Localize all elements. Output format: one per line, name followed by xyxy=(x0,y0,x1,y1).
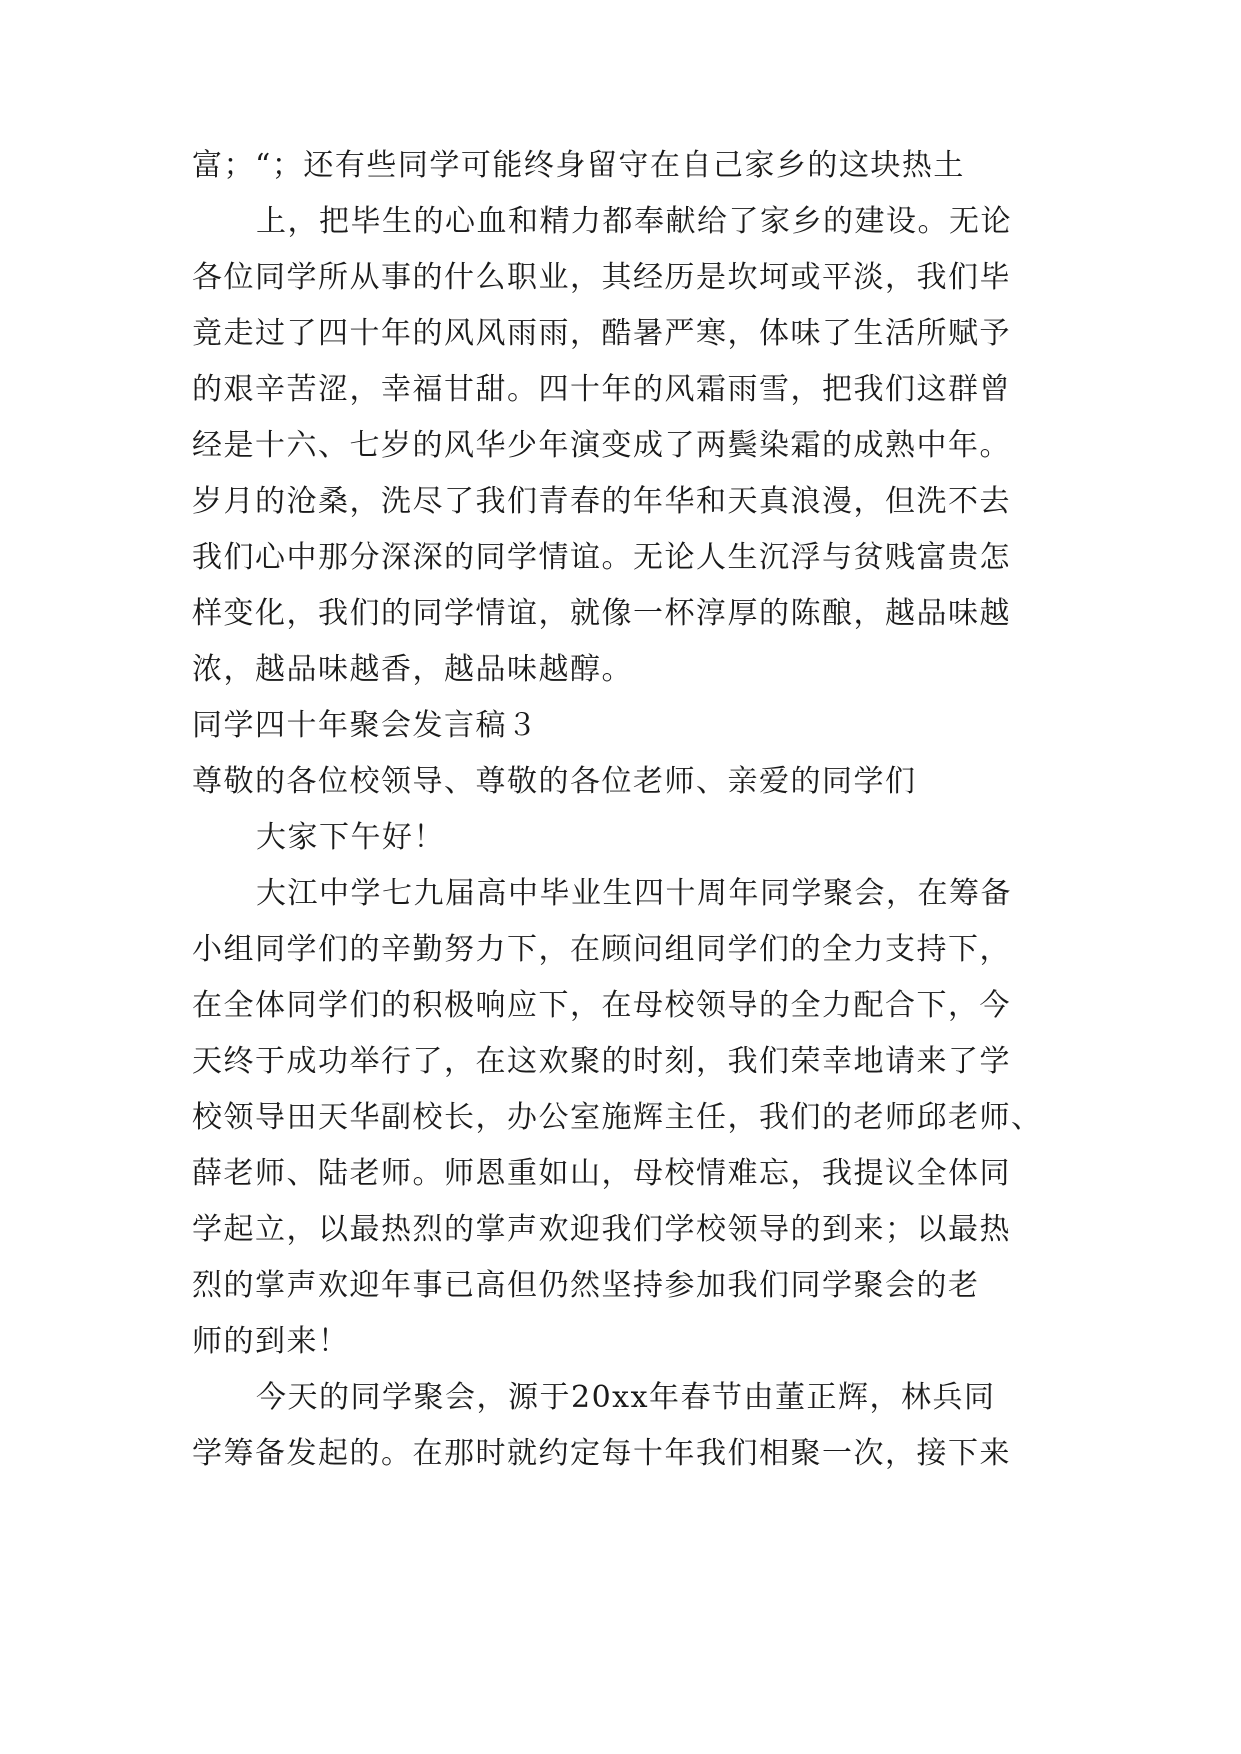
text-line: 天终于成功举行了，在这欢聚的时刻，我们荣幸地请来了学 xyxy=(192,1044,1011,1079)
text-line: 大江中学七九届高中毕业生四十周年同学聚会，在筹备 xyxy=(256,876,1012,911)
text-line: 浓，越品味越香，越品味越醇。 xyxy=(192,652,633,687)
text-line: 在全体同学们的积极响应下，在母校领导的全力配合下，今 xyxy=(192,988,1011,1023)
text-line: 岁月的沧桑，洗尽了我们青春的年华和天真浪漫，但洗不去 xyxy=(192,484,1011,519)
text-line: 竟走过了四十年的风风雨雨，酷暑严寒，体味了生活所赋予 xyxy=(192,316,1011,351)
text-line: 学起立，以最热烈的掌声欢迎我们学校领导的到来；以最热 xyxy=(192,1212,1011,1247)
text-line: 小组同学们的辛勤努力下，在顾问组同学们的全力支持下， xyxy=(192,932,1011,967)
text-line: 学筹备发起的。在那时就约定每十年我们相聚一次，接下来 xyxy=(192,1436,1011,1471)
text-line: 今天的同学聚会，源于20xx年春节由董正辉，林兵同 xyxy=(256,1380,996,1415)
text-line: 富；“；还有些同学可能终身留守在自己家乡的这块热土 xyxy=(192,148,965,183)
greeting: 大家下午好！ xyxy=(256,820,445,855)
text-line: 经是十六、七岁的风华少年演变成了两鬓染霜的成熟中年。 xyxy=(192,428,1011,463)
text-line: 我们心中那分深深的同学情谊。无论人生沉浮与贫贱富贵怎 xyxy=(192,540,1011,575)
text-line: 烈的掌声欢迎年事已高但仍然坚持参加我们同学聚会的老 xyxy=(192,1268,980,1303)
text-line: 上，把毕生的心血和精力都奉献给了家乡的建设。无论 xyxy=(256,204,1012,239)
salutation: 尊敬的各位校领导、尊敬的各位老师、亲爱的同学们 xyxy=(192,764,917,799)
text-line: 校领导田天华副校长，办公室施辉主任，我们的老师邱老师、 xyxy=(192,1100,1043,1135)
text-line: 各位同学所从事的什么职业，其经历是坎坷或平淡，我们毕 xyxy=(192,260,1011,295)
text-line: 师的到来！ xyxy=(192,1324,350,1359)
section-heading: 同学四十年聚会发言稿３ xyxy=(192,708,539,743)
text-line: 的艰辛苦涩，幸福甘甜。四十年的风霜雨雪，把我们这群曾 xyxy=(192,372,1011,407)
text-line: 样变化，我们的同学情谊，就像一杯淳厚的陈酿，越品味越 xyxy=(192,596,1011,631)
text-line: 薛老师、陆老师。师恩重如山，母校情难忘，我提议全体同 xyxy=(192,1156,1011,1191)
